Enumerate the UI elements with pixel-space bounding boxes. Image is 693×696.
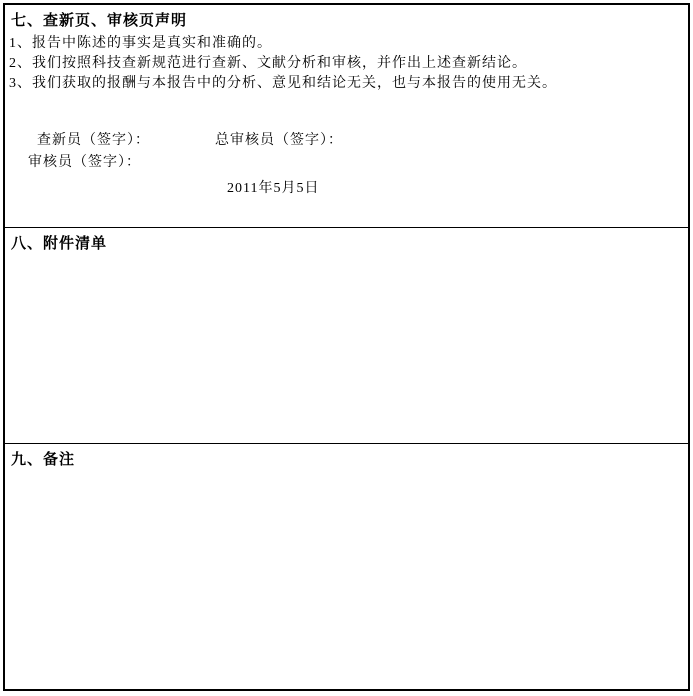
section-declaration — [5, 5, 688, 228]
report-date: 2011年5月5日 — [227, 181, 320, 196]
declaration-statement-2: 2、我们按照科技查新规范进行查新、文献分析和审核，并作出上述查新结论。 — [9, 56, 527, 71]
section-remarks — [5, 444, 688, 689]
section-attachments — [5, 228, 688, 444]
declaration-statement-3: 3、我们获取的报酬与本报告中的分析、意见和结论无关，也与本报告的使用无关。 — [9, 76, 557, 91]
searcher-signature-label: 查新员（签字）： — [37, 133, 150, 148]
section-attachments-title: 八、附件清单 — [11, 236, 108, 252]
section-declaration-title: 七、查新页、审核页声明 — [11, 13, 188, 29]
reviewer-signature-label: 审核员（签字）： — [28, 155, 141, 170]
report-form-border — [3, 3, 690, 691]
declaration-statement-1: 1、报告中陈述的事实是真实和准确的。 — [9, 36, 272, 51]
section-remarks-title: 九、备注 — [11, 452, 76, 468]
chief-reviewer-signature-label: 总审核员（签字）： — [215, 133, 343, 148]
